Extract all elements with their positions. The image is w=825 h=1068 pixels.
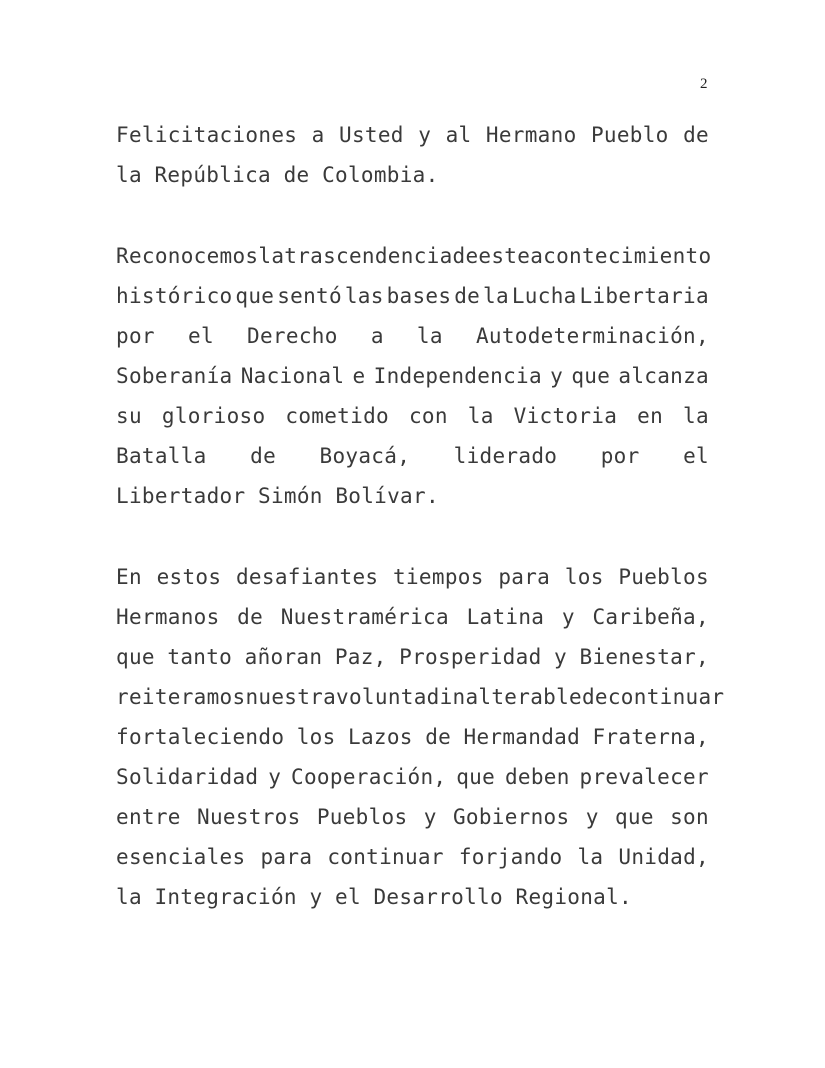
word: Pueblos: [618, 565, 709, 589]
word: Cooperación,: [291, 765, 447, 789]
word: e: [352, 364, 366, 388]
word: de: [452, 244, 479, 268]
word: la: [483, 284, 509, 308]
word: Autodeterminación,: [475, 324, 709, 348]
word: Nacional: [240, 364, 345, 388]
text-line: [116, 276, 709, 316]
word: voluntad: [336, 685, 440, 709]
word: bases: [386, 284, 452, 308]
word: Libertador: [116, 484, 246, 508]
word: de: [283, 163, 310, 187]
word: sentó: [277, 284, 342, 308]
word: Felicitaciones: [116, 123, 298, 147]
word: y: [585, 805, 599, 829]
word: trascendencia: [284, 244, 453, 268]
text-line: [116, 115, 709, 155]
word: y: [561, 605, 575, 629]
word: de: [237, 605, 264, 629]
word: Regional.: [515, 885, 633, 909]
word: inalterable: [439, 685, 582, 709]
word: y: [268, 765, 282, 789]
word: tanto: [167, 645, 233, 669]
word: Solidaridad: [116, 765, 259, 789]
word: esenciales: [116, 845, 246, 869]
text-line: [116, 677, 725, 717]
word: forjando: [458, 845, 563, 869]
word: estos: [156, 565, 222, 589]
word: Bienestar,: [579, 645, 709, 669]
word: Latina: [466, 605, 545, 629]
word: deben: [504, 765, 570, 789]
text-line: [116, 717, 709, 757]
word: este: [478, 244, 531, 268]
text-line: [116, 236, 712, 276]
word: Libertaria: [579, 284, 709, 308]
word: a: [311, 123, 325, 147]
word: Simón: [258, 484, 323, 508]
word: Unidad,: [618, 845, 709, 869]
text-line: [116, 757, 709, 797]
word: entre: [116, 805, 181, 829]
word: reiteramos: [116, 685, 246, 709]
text-line: [116, 356, 709, 396]
word: Lazos: [348, 725, 413, 749]
text-line: [116, 837, 709, 877]
word: de: [454, 284, 481, 308]
word: Batalla: [116, 444, 207, 468]
word: Desarrollo: [373, 885, 503, 909]
word: Paz,: [334, 645, 387, 669]
word: Hermanos: [116, 605, 220, 629]
word: que: [571, 364, 611, 388]
word: por: [600, 444, 640, 468]
word: los: [296, 725, 336, 749]
word: desafiantes: [235, 565, 379, 589]
word: Bolívar.: [335, 484, 439, 508]
word: Integración: [154, 885, 297, 909]
word: Lucha: [511, 284, 577, 308]
word: histórico: [116, 284, 233, 308]
word: y: [418, 123, 432, 147]
text-line: [116, 797, 709, 837]
word: Reconocemos: [116, 244, 259, 268]
word: Independencia: [373, 364, 542, 388]
word: Boyacá,: [319, 444, 411, 468]
text-line: [116, 597, 709, 637]
word: la: [258, 244, 285, 268]
word: Usted: [339, 123, 404, 147]
text-line: [116, 557, 709, 597]
word: la: [116, 163, 142, 187]
word: prevalecer: [579, 765, 709, 789]
word: al: [445, 123, 472, 147]
word: la: [577, 845, 604, 869]
word: y: [550, 364, 564, 388]
word: de: [683, 123, 709, 147]
word: los: [564, 565, 604, 589]
word: Derecho: [247, 324, 338, 348]
page-number: 2: [700, 76, 708, 92]
word: Colombia.: [322, 163, 439, 187]
word: y: [423, 805, 437, 829]
text-line: [116, 155, 709, 195]
word: Nuestramérica: [280, 605, 449, 629]
word: alcanza: [618, 364, 709, 388]
word: la: [683, 404, 709, 428]
word: la: [116, 885, 142, 909]
text-line: [116, 877, 709, 917]
paragraph-greeting: [116, 115, 709, 195]
word: el: [683, 444, 709, 468]
word: para: [498, 565, 551, 589]
word: son: [670, 805, 709, 829]
word: por: [116, 324, 155, 348]
word: que: [235, 284, 275, 308]
word: Caribeña,: [592, 605, 709, 629]
word: para: [260, 845, 313, 869]
word: Prosperidad: [399, 645, 542, 669]
word: Hermano: [485, 123, 577, 147]
word: Gobiernos: [452, 805, 570, 829]
word: Fraterna,: [592, 725, 709, 749]
word: En: [116, 565, 142, 589]
word: la: [467, 404, 494, 428]
word: el: [188, 324, 214, 348]
text-line: [116, 436, 709, 476]
word: continuar: [607, 685, 725, 709]
word: cometido: [285, 404, 389, 428]
word: Nuestros: [197, 805, 301, 829]
word: la: [416, 324, 443, 348]
word: y: [554, 645, 567, 669]
text-line: [116, 476, 709, 516]
word: fortaleciendo: [116, 725, 285, 749]
paragraph-commitment: [116, 557, 725, 917]
word: Pueblo: [590, 123, 669, 147]
word: y: [309, 885, 323, 909]
word: que: [116, 645, 155, 669]
word: Victoria: [513, 404, 618, 428]
word: liderado: [453, 444, 558, 468]
word: tiempos: [393, 565, 484, 589]
word: Hermandad: [463, 725, 581, 749]
word: el: [335, 885, 361, 909]
word: glorioso: [161, 404, 266, 428]
word: acontecimiento: [530, 244, 712, 268]
word: añoran: [244, 645, 323, 669]
text-line: [116, 396, 709, 436]
word: las: [344, 284, 384, 308]
word: con: [408, 404, 448, 428]
word: República: [154, 163, 271, 187]
word: Soberanía: [116, 364, 233, 388]
word: que: [456, 765, 496, 789]
word: continuar: [327, 845, 444, 869]
word: su: [116, 404, 142, 428]
word: Pueblos: [316, 805, 408, 829]
word: nuestra: [245, 685, 337, 709]
word: de: [581, 685, 608, 709]
paragraph-recognition: [116, 236, 712, 516]
word: en: [637, 404, 664, 428]
word: que: [614, 805, 654, 829]
word: de: [425, 725, 452, 749]
text-line: [116, 316, 709, 356]
text-line: [116, 637, 709, 677]
word: de: [250, 444, 277, 468]
word: a: [370, 324, 384, 348]
